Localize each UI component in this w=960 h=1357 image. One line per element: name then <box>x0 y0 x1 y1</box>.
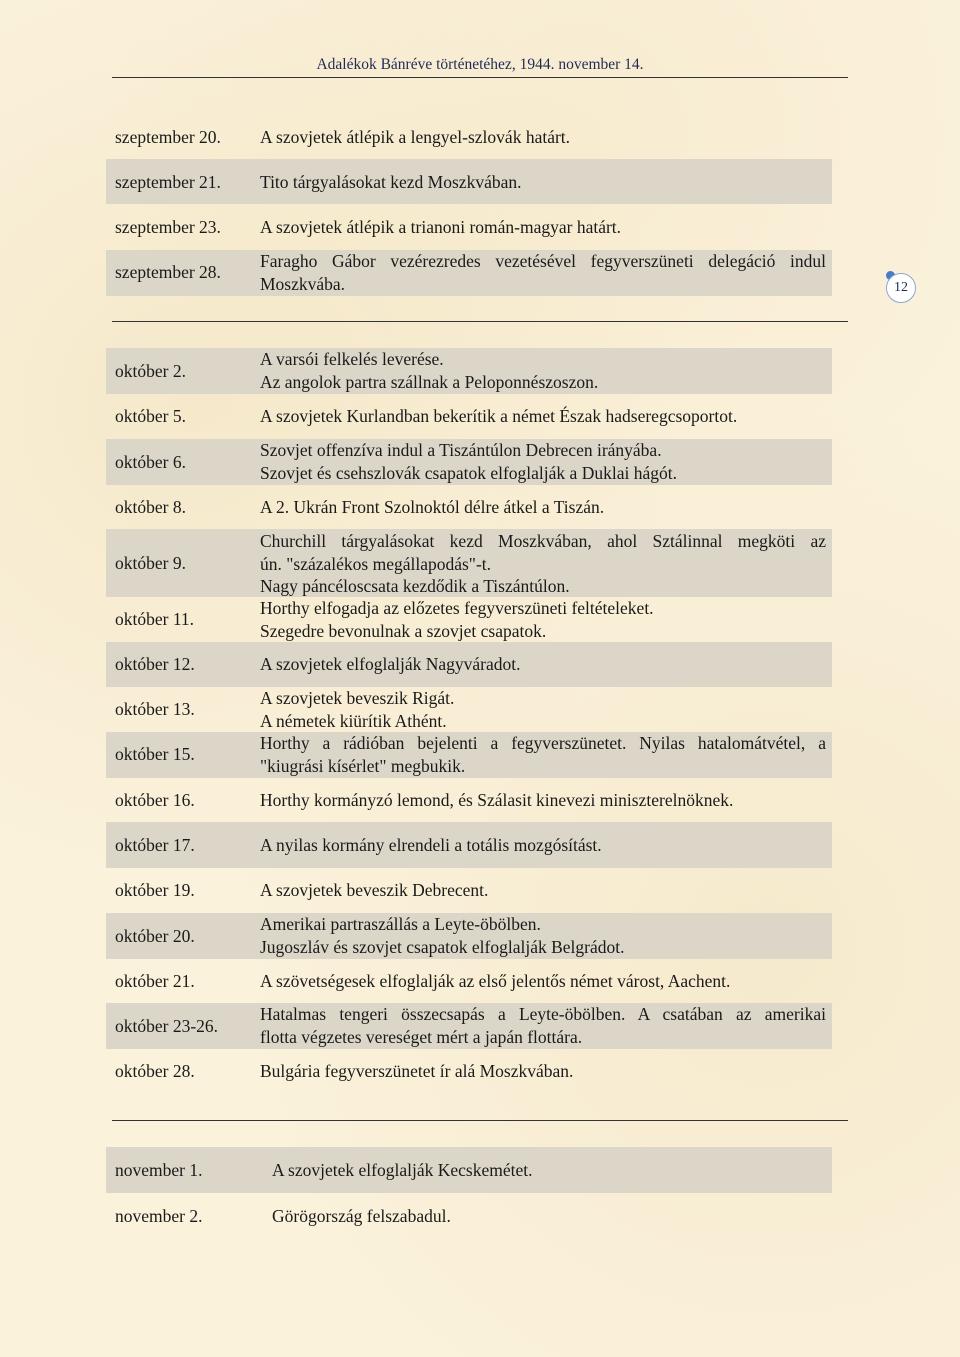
row-event <box>260 1003 826 1048</box>
timeline-row <box>106 496 832 518</box>
row-event <box>260 171 826 194</box>
event-line: Horthy kormányzó lemond, és Szálasit kinevezi miniszterelnöknek. <box>260 790 734 810</box>
event-line: A varsói felkelés leverése. <box>260 349 444 369</box>
row-date: október 23-26. <box>115 1016 219 1036</box>
timeline-row <box>106 126 832 148</box>
event-line: A németek kiürítik Athént. <box>260 710 447 731</box>
row-date: október 12. <box>115 654 195 674</box>
event-line: Moszkvába. <box>260 273 346 294</box>
row-event <box>260 439 826 484</box>
row-event <box>260 834 826 857</box>
row-date: október 5. <box>115 406 186 426</box>
event-line: A nyilas kormány elrendeli a totális mozgósítást. <box>260 835 602 855</box>
row-date: szeptember 20. <box>115 127 221 147</box>
event-line: Horthy a rádióban bejelenti a fegyverszünetet. Nyilas hatalomátvétel, a <box>260 733 826 753</box>
timeline-row <box>106 250 832 296</box>
row-event <box>260 530 826 598</box>
timeline-row <box>106 1147 832 1193</box>
row-event <box>260 653 826 676</box>
event-line: Szovjet és csehszlovák csapatok elfoglalják a Duklai hágót. <box>260 462 677 483</box>
row-date: október 9. <box>115 553 186 573</box>
event-line: A szovjetek Kurlandban bekerítik a német Észak hadseregcsoportot. <box>260 406 738 426</box>
timeline-row <box>106 1205 832 1227</box>
timeline-row <box>106 732 832 778</box>
timeline-row <box>106 439 832 485</box>
row-event <box>260 1060 826 1083</box>
timeline-row <box>106 970 832 992</box>
timeline-row <box>106 642 832 687</box>
event-line: Bulgária fegyverszünetet ír alá Moszkvában. <box>260 1061 574 1081</box>
timeline-row <box>106 913 832 959</box>
timeline-row <box>106 822 832 868</box>
event-line: Szovjet offenzíva indul a Tiszántúlon Debrecen irányába. <box>260 440 662 460</box>
row-date: október 13. <box>115 699 195 719</box>
row-date: szeptember 23. <box>115 217 221 237</box>
timeline-row <box>106 789 832 811</box>
event-line: Hatalmas tengeri összecsapás a Leyte-öbölben. A csatában az amerikai <box>260 1004 826 1024</box>
row-date: október 19. <box>115 880 195 900</box>
row-event <box>260 913 826 958</box>
event-line: A szovjetek átlépik a lengyel-szlovák határt. <box>260 127 571 147</box>
event-line: A 2. Ukrán Front Szolnoktól délre átkel a Tiszán. <box>260 497 605 517</box>
row-date: október 6. <box>115 452 186 472</box>
event-line: A szovjetek beveszik Debrecent. <box>260 880 489 900</box>
row-event <box>260 216 826 239</box>
row-event <box>260 732 826 777</box>
row-event <box>260 597 826 642</box>
row-event <box>260 126 826 149</box>
row-date: október 20. <box>115 926 195 946</box>
event-line: ún. "százalékos megállapodás"-t. <box>260 553 492 574</box>
page-number-badge: 12 <box>886 273 916 303</box>
row-event <box>260 250 826 295</box>
timeline-row <box>106 405 832 427</box>
event-line: A szovjetek beveszik Rigát. <box>260 688 455 708</box>
header-rule <box>112 77 848 78</box>
row-date: október 16. <box>115 790 195 810</box>
event-line: A szovjetek elfoglalják Nagyváradot. <box>260 654 521 674</box>
timeline-row <box>106 216 832 238</box>
event-line: A szövetségesek elfoglalják az első jelentős német várost, Aachent. <box>260 971 731 991</box>
event-line: Jugoszláv és szovjet csapatok elfoglalják Belgrádot. <box>260 936 625 957</box>
timeline-row <box>106 1003 832 1049</box>
row-date: november 1. <box>115 1160 203 1180</box>
row-date: október 2. <box>115 361 186 381</box>
event-line: Faragho Gábor vezérezredes vezetésével fegyverszüneti delegáció indul <box>260 251 826 271</box>
event-line: Az angolok partra szállnak a Peloponnészoszon. <box>260 371 599 392</box>
timeline-row <box>106 159 832 204</box>
event-line: Amerikai partraszállás a Leyte-öbölben. <box>260 914 541 934</box>
row-event <box>260 496 826 519</box>
event-line: "kiugrási kísérlet" megbukik. <box>260 755 466 776</box>
row-date: október 15. <box>115 744 195 764</box>
event-line: Nagy páncéloscsata kezdődik a Tiszántúlon. <box>260 576 570 596</box>
event-line: A szovjetek átlépik a trianoni román-magyar határt. <box>260 217 622 237</box>
row-date: október 28. <box>115 1061 195 1081</box>
event-line: Szegedre bevonulnak a szovjet csapatok. <box>260 620 547 641</box>
timeline-row <box>106 597 832 642</box>
event-line: Görögország felszabadul. <box>272 1206 451 1226</box>
row-date: október 8. <box>115 497 186 517</box>
row-event <box>260 348 826 393</box>
row-date: szeptember 21. <box>115 172 221 192</box>
event-line: A szovjetek elfoglalják Kecskemétet. <box>272 1160 533 1180</box>
timeline-row <box>106 687 832 732</box>
event-line: flotta végzetes vereséget mért a japán flottára. <box>260 1026 583 1047</box>
row-event <box>260 789 826 812</box>
timeline-row <box>106 529 832 597</box>
row-event <box>260 405 826 428</box>
section-rule <box>112 1120 848 1121</box>
row-date: október 11. <box>115 609 195 629</box>
section-rule <box>112 321 848 322</box>
row-date: szeptember 28. <box>115 262 221 282</box>
event-line: Horthy elfogadja az előzetes fegyverszüneti feltételeket. <box>260 598 654 618</box>
event-line: Tito tárgyalásokat kezd Moszkvában. <box>260 172 522 192</box>
event-line: Churchill tárgyalásokat kezd Moszkvában, ahol Sztálinnal megköti az <box>260 531 826 551</box>
running-header: Adalékok Bánréve történetéhez, 1944. november 14. <box>316 56 644 73</box>
row-event <box>260 879 826 902</box>
row-event <box>260 687 826 732</box>
row-date: október 17. <box>115 835 195 855</box>
row-event <box>260 970 826 993</box>
timeline-row <box>106 1060 832 1082</box>
timeline-row <box>106 879 832 901</box>
timeline-row <box>106 348 832 394</box>
row-date: október 21. <box>115 971 195 991</box>
row-date: november 2. <box>115 1206 203 1226</box>
row-event <box>272 1159 826 1182</box>
row-event <box>272 1205 826 1228</box>
